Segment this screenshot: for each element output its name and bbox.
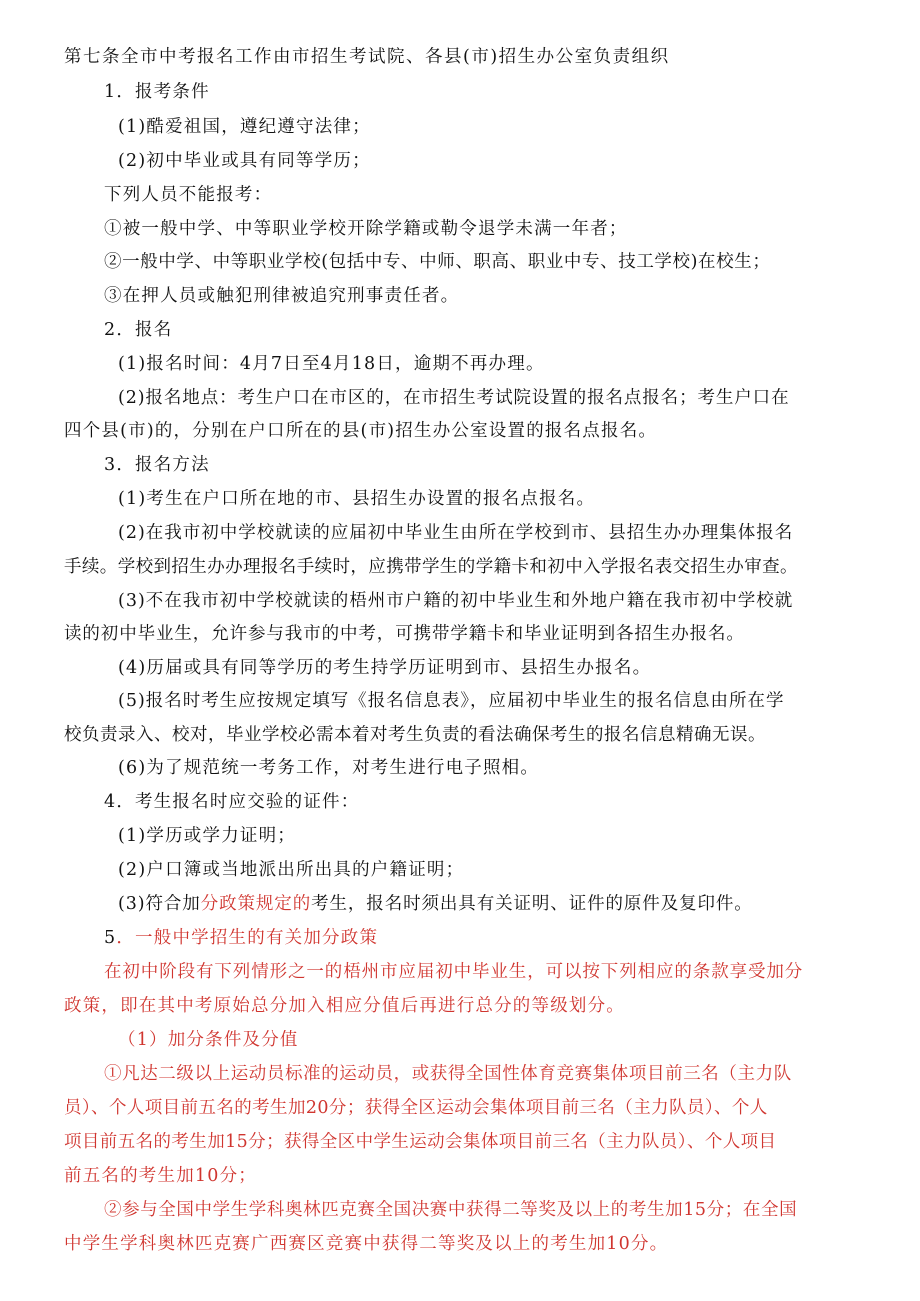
line-text: 1．报考条件 (104, 82, 210, 102)
documents-item (118, 859, 464, 881)
line-text: (1)考生在户口所在地的市、县招生办设置的报名点报名。 (118, 489, 596, 509)
line-text: ③在押人员或触犯刑律被追究刑事责任者。 (104, 286, 460, 306)
registration-item (118, 387, 790, 409)
bonus-intro (104, 961, 803, 983)
line-text: ②参与全国中学生学科奥林匹克赛全国决赛中获得二等奖及以上的考生加15分；在全国 (104, 1200, 798, 1220)
section-heading-registration (104, 319, 172, 341)
bonus-intro-continued (64, 995, 625, 1017)
line-text: (2)在我市初中学校就读的应届初中毕业生由所在学校到市、县招生办办理集体报名 (118, 523, 794, 543)
line-text: 读的初中毕业生，允许参与我市的中考，可携带学籍卡和毕业证明到各招生办报名。 (64, 624, 745, 644)
line-text-highlight: 分政策规定的 (200, 894, 312, 914)
line-text: (3)不在我市初中学校就读的梧州市户籍的初中毕业生和外地户籍在我市初中学校就 (118, 591, 794, 611)
line-text: ①被一般中学、中等职业学校开除学籍或勒令退学未满一年者； (104, 219, 628, 239)
line-text: (6)为了规范统一考务工作，对考生进行电子照相。 (118, 758, 540, 778)
line-text: 中学生学科奥林匹克赛广西赛区竞赛中获得二等奖及以上的考生加10分。 (64, 1234, 669, 1254)
line-text: 3．报名方法 (104, 455, 210, 475)
line-text: 2．报名 (104, 320, 173, 340)
line-text: (3)符合加 (118, 894, 201, 914)
method-item-continued (64, 556, 798, 578)
bonus-item-continued (64, 1097, 768, 1119)
bonus-item-continued (64, 1165, 257, 1187)
registration-item-continued (64, 420, 657, 442)
method-item (118, 690, 785, 712)
line-text: (5)报名时考生应按规定填写《报名信息表》，应届初中毕业生的报名信息由所在学 (118, 691, 785, 711)
exclusion-item (104, 285, 459, 307)
method-item (118, 488, 595, 510)
line-text: 前五名的考生加10分； (64, 1166, 257, 1186)
bonus-item-continued (64, 1131, 776, 1153)
condition-item (118, 116, 371, 138)
condition-item (118, 150, 371, 172)
section-heading-bonus (104, 927, 378, 949)
bonus-item-continued (64, 1233, 668, 1255)
exclusion-item (104, 251, 770, 273)
line-text: 项目前五名的考生加15分；获得全区中学生运动会集体项目前三名（主力队员）、个人项目 (64, 1132, 777, 1152)
bonus-item (104, 1063, 792, 1085)
bonus-item (104, 1199, 797, 1221)
line-text: 5 (104, 928, 117, 948)
line-text: 在初中阶段有下列情形之一的梧州市应届初中毕业生，可以按下列相应的条款享受加分 (104, 962, 804, 982)
bonus-subheading (118, 1029, 299, 1051)
section-heading-conditions (104, 81, 210, 103)
line-text: 校负责录入、校对，毕业学校必需本着对考生负责的看法确保考生的报名信息精确无误。 (64, 725, 766, 745)
line-text: (1)酷爱祖国，遵纪遵守法律； (118, 117, 371, 137)
method-item (118, 657, 651, 679)
documents-item (118, 825, 296, 847)
line-text: 下列人员不能报考： (104, 185, 273, 205)
registration-item (118, 353, 545, 375)
line-text: 政策，即在其中考原始总分加入相应分值后再进行总分的等级划分。 (64, 996, 625, 1016)
line-text: 4．考生报名时应交验的证件： (104, 792, 360, 812)
line-text: （1）加分条件及分值 (118, 1030, 299, 1050)
section-heading-documents (104, 791, 359, 813)
line-text: (1)学历或学力证明； (118, 826, 296, 846)
exclusion-item (104, 218, 628, 240)
documents-item (118, 893, 753, 915)
method-item (118, 757, 539, 779)
line-text: (1)报名时间：4月7日至4月18日，逾期不再办理。 (118, 354, 545, 374)
line-text-highlight: ．一般中学招生的有关加分政策 (116, 928, 379, 948)
method-item (118, 522, 793, 544)
line-text: ②一般中学、中等职业学校(包括中专、中师、职高、职业中专、技工学校)在校生； (104, 252, 771, 272)
line-text: 四个县(市)的，分别在户口所在的县(市)招生办公室设置的报名点报名。 (64, 421, 658, 441)
exclusion-intro (104, 184, 272, 206)
line-text: (4)历届或具有同等学历的考生持学历证明到市、县招生办报名。 (118, 658, 652, 678)
line-text: 第七条全市中考报名工作由市招生考试院、各县(市)招生办公室负责组织 (64, 47, 670, 67)
line-text: (2)户口簿或当地派出所出具的户籍证明； (118, 860, 465, 880)
method-item (118, 590, 793, 612)
method-item-continued (64, 623, 745, 645)
line-text-tail: 考生，报名时须出具有关证明、证件的原件及复印件。 (311, 894, 753, 914)
line-text: 手续。学校到招生办办理报名手续时，应携带学生的学籍卡和初中入学报名表交招生办审查。 (64, 557, 798, 577)
line-text: 员）、个人项目前五名的考生加20分；获得全区运动会集体项目前三名（主力队员）、个人 (64, 1098, 768, 1118)
article-heading (64, 46, 670, 68)
line-text: ①凡达二级以上运动员标准的运动员，或获得全国性体育竞赛集体项目前三名（主力队 (104, 1064, 792, 1084)
section-heading-method (104, 454, 210, 476)
method-item-continued (64, 724, 766, 746)
line-text: (2)报名地点：考生户口在市区的，在市招生考试院设置的报名点报名；考生户口在 (118, 388, 790, 408)
line-text: (2)初中毕业或具有同等学历； (118, 151, 371, 171)
